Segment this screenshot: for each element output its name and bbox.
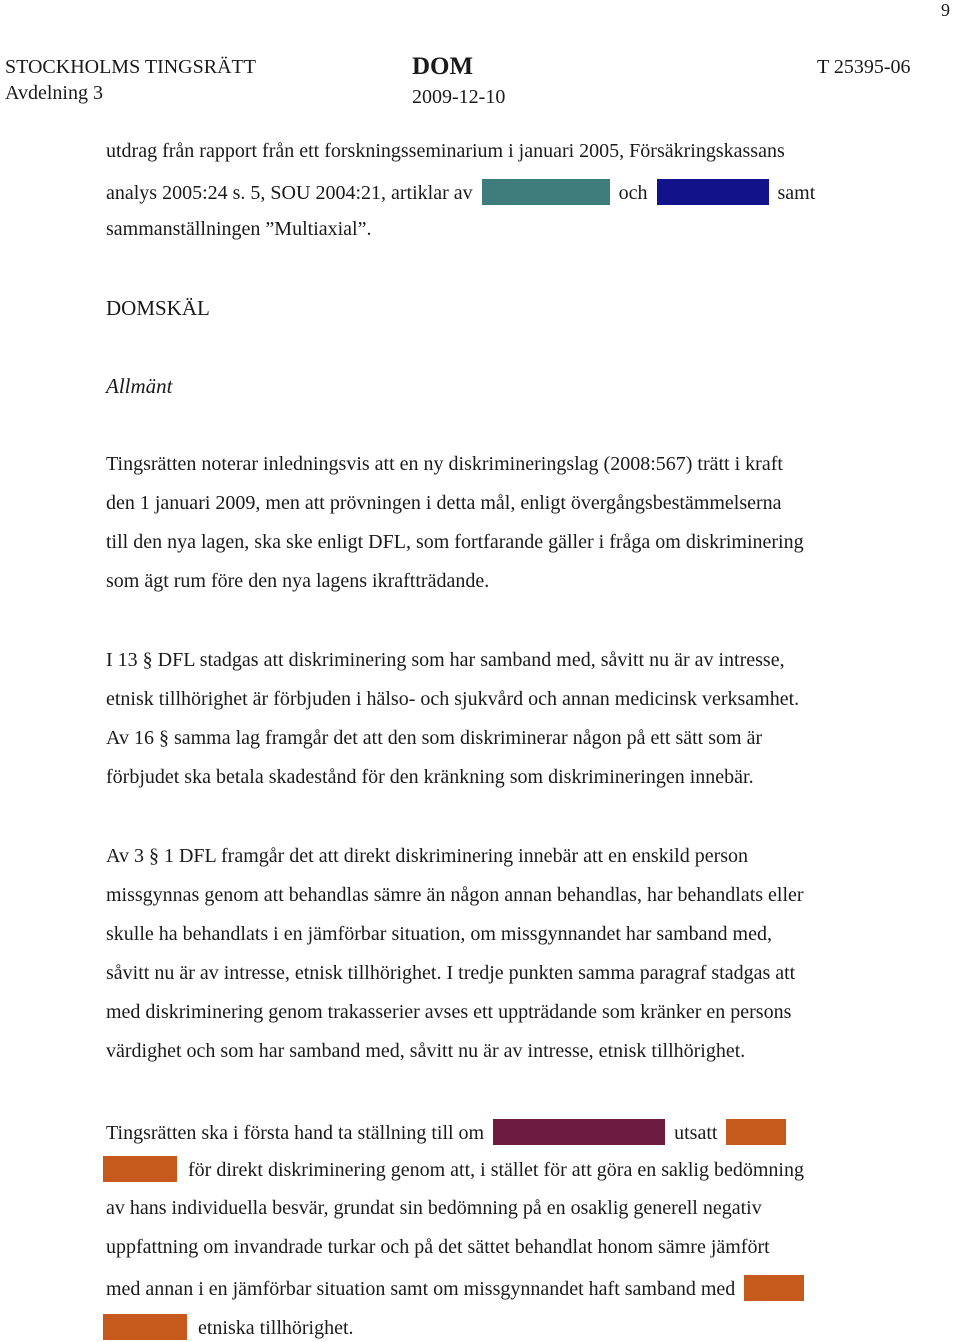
paragraph-line-redacted [106,1275,804,1301]
paragraph-line: Av 3 § 1 DFL framgår det att direkt diskriminering innebär att en enskild person [106,845,749,867]
court-name: STOCKHOLMS TINGSRÄTT [5,56,256,78]
paragraph-text: för direkt diskriminering genom att, i stället för att göra en saklig bedömning [188,1159,804,1181]
case-number: T 25395-06 [817,56,911,78]
redaction-block [482,179,610,205]
paragraph-text: Tingsrätten ska i första hand ta ställning till om [106,1122,485,1144]
paragraph-line: den 1 januari 2009, men att prövningen i detta mål, enligt övergångsbestämmelserna [106,492,782,514]
section-heading: DOMSKÄL [106,296,210,320]
paragraph-line-redacted [103,1156,804,1182]
paragraph-line: förbjudet ska betala skadestånd för den kränkning som diskrimineringen innebär. [106,766,754,788]
paragraph-line: till den nya lagen, ska ske enligt DFL, som fortfarande gäller i fråga om diskriminering [106,531,804,553]
document-date: 2009-12-10 [412,86,506,108]
paragraph-line: Tingsrätten noterar inledningsvis att en ny diskrimineringslag (2008:567) trätt i kraft [106,453,783,475]
paragraph-line: värdighet och som har samband med, såvitt nu är av intresse, etnisk tillhörighet. [106,1040,746,1062]
redaction-block [726,1119,786,1145]
division: Avdelning 3 [5,82,103,104]
redaction-block [657,179,769,205]
paragraph-text: etniska tillhörighet. [198,1317,354,1339]
paragraph-line-redacted [106,1119,786,1145]
paragraph-line: skulle ha behandlats i en jämförbar situation, om missgynnandet har samband med, [106,923,772,945]
intro-text: och [618,182,648,204]
paragraph-line: såvitt nu är av intresse, etnisk tillhörighet. I tredje punkten samma paragraf stadgas att [106,962,796,984]
paragraph-text: med annan i en jämförbar situation samt om missgynnandet haft samband med [106,1278,736,1300]
paragraph-line: etnisk tillhörighet är förbjuden i hälso- och sjukvård och annan medicinsk verksamhet. [106,688,800,710]
intro-text: analys 2005:24 s. 5, SOU 2004:21, artiklar av [106,182,473,204]
paragraph-line: av hans individuella besvär, grundat sin bedömning på en osaklig generell negativ [106,1197,762,1219]
paragraph-line-redacted [103,1314,354,1340]
redaction-block [744,1275,804,1301]
document-type: DOM [412,53,474,80]
redaction-block [103,1314,187,1340]
paragraph-line: uppfattning om invandrade turkar och på det sättet behandlat honom sämre jämfört [106,1236,770,1258]
intro-line-redacted [106,179,815,205]
subheading: Allmänt [106,374,173,398]
paragraph-line: med diskriminering genom trakasserier avses ett uppträdande som kränker en persons [106,1001,792,1023]
redaction-block [103,1156,177,1182]
paragraph-line: som ägt rum före den nya lagens ikraftträdande. [106,570,490,592]
paragraph-line: missgynnas genom att behandlas sämre än någon annan behandlas, har behandlats eller [106,884,804,906]
redaction-block [493,1119,665,1145]
page-number: 9 [941,0,950,20]
intro-line: sammanställningen ”Multiaxial”. [106,218,372,240]
paragraph-line: I 13 § DFL stadgas att diskriminering som har samband med, såvitt nu är av intresse, [106,649,785,671]
paragraph-text: utsatt [674,1122,718,1144]
intro-line: utdrag från rapport från ett forskningsseminarium i januari 2005, Försäkringskassans [106,140,785,162]
paragraph-line: Av 16 § samma lag framgår det att den som diskriminerar någon på ett sätt som är [106,727,763,749]
intro-text: samt [777,182,816,204]
